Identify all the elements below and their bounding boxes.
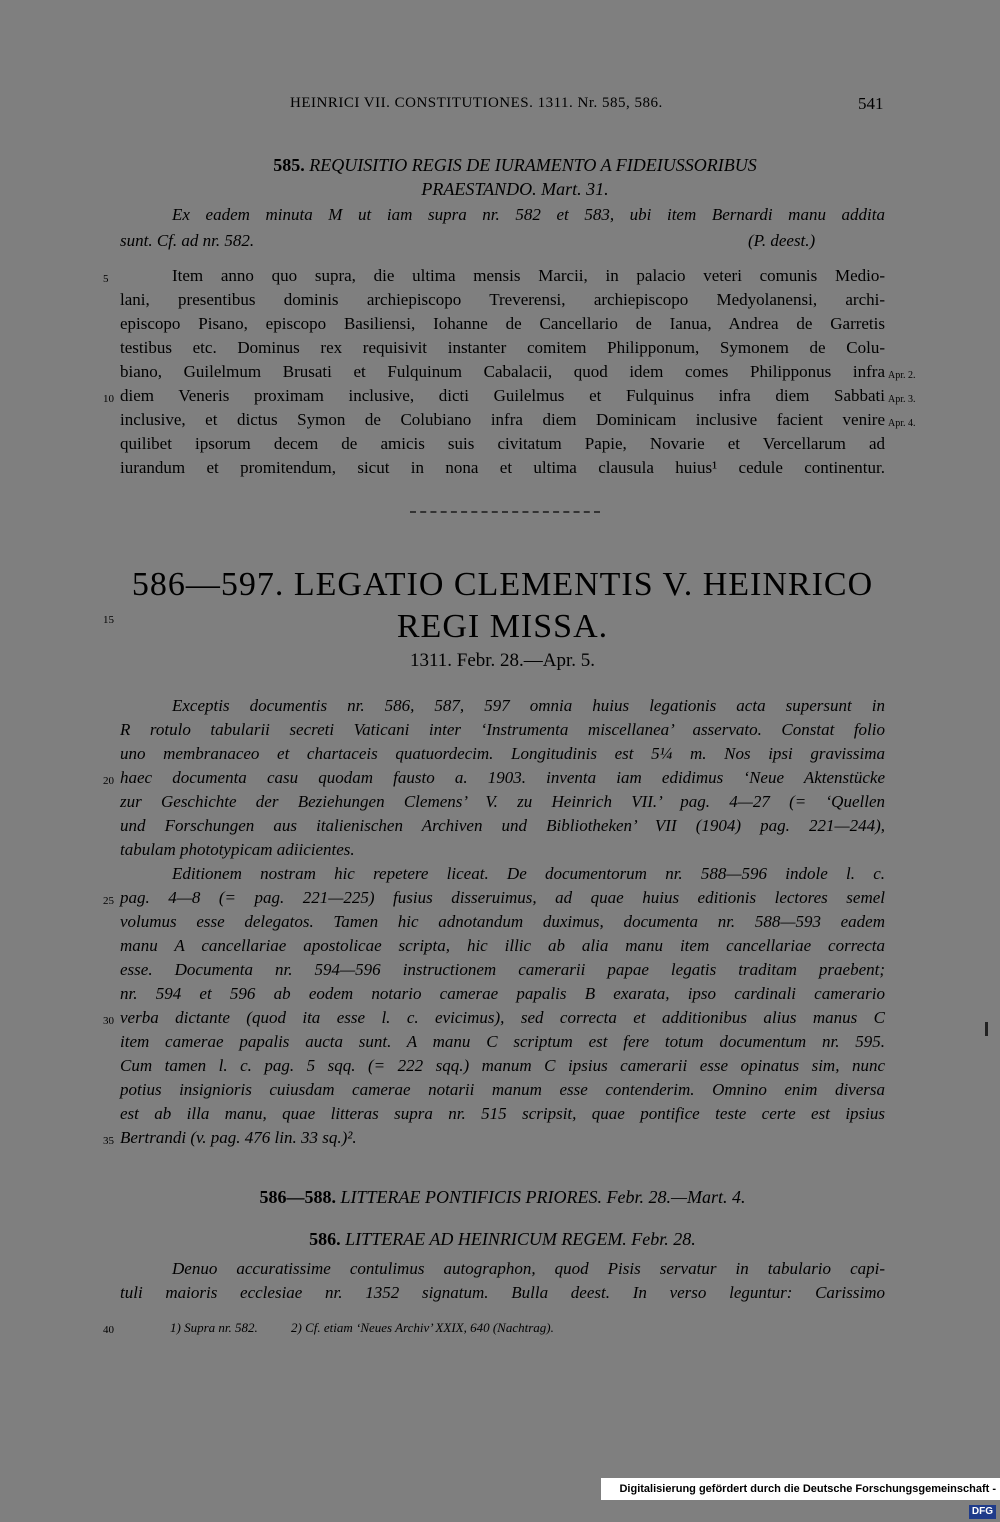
doc-585-body-line: iurandum et promitendum, sicut in nona et ultima clausula huius¹ cedule continentur. <box>120 458 885 477</box>
doc-586-body-line: Denuo accuratissime contulimus autographon, quod Pisis servatur in tabulario capi- <box>172 1259 885 1278</box>
funding-credit <box>601 1478 1000 1517</box>
legatio-intro-line: tabulam phototypicam adiicientes. <box>120 840 355 859</box>
legatio-intro-line: Cum tamen l. c. pag. 5 sqq. (= 222 sqq.) manum C ipsius camerarii esse opinatus sim, nunc <box>120 1056 885 1075</box>
legatio-intro-line: zur Geschichte der Beziehungen Clemens’ V. zu Heinrich VII.’ pag. 4—27 (= ‘Quellen <box>120 792 885 811</box>
dfg-logo: DFG <box>969 1505 996 1519</box>
doc-586-heading-text: LITTERAE AD HEINRICUM REGEM. Febr. 28. <box>345 1229 696 1249</box>
page-number: 541 <box>858 94 884 113</box>
legatio-intro-line: item camerae papalis aucta sunt. A manu C scriptum est fere totum documentum nr. 595. <box>120 1032 885 1051</box>
doc-585-title-line1: REQUISITIO REGIS DE IURAMENTO A FIDEIUSSORIBUS <box>309 155 757 175</box>
line-number: 10 <box>103 393 114 405</box>
footnote-1: 1) Supra nr. 582. <box>170 1320 258 1335</box>
line-number: 15 <box>103 614 114 626</box>
legatio-intro-line: nr. 594 et 596 ab eodem notario camerae papalis B exarata, ipso cardinali camerario <box>120 984 885 1003</box>
legatio-title-line1: 586—597. LEGATIO CLEMENTIS V. HEINRICO <box>131 566 874 603</box>
doc-585-body-line: quilibet ipsorum decem de amicis suis civitatum Papie, Novarie et Vercellarum ad <box>120 434 885 453</box>
doc-585-body-line: lani, presentibus dominis archiepiscopo Treverensi, archiepiscopo Medyolanensi, archi- <box>120 290 885 309</box>
doc-585-source-line2b: (P. deest.) <box>748 231 816 250</box>
legatio-intro-line: potius insignioris cuiusdam camerae notarii manum esse contenderim. Omnino enim diversa <box>120 1080 885 1099</box>
doc-585-body-line: biano, Guilelmum Brusati et Fulquinum Cabalacii, quod idem comes Philipponus infra <box>120 362 885 381</box>
doc-585-source-line1: Ex eadem minuta M ut iam supra nr. 582 et 583, ubi item Bernardi manu addita <box>172 205 885 224</box>
line-number: 30 <box>103 1015 114 1027</box>
legatio-title-line2: REGI MISSA. <box>396 608 609 645</box>
doc-586-number: 586. <box>309 1229 341 1249</box>
legatio-intro-line: uno membranaceo et chartaceis quatuordecim. Longitudinis est 5¼ m. Nos ipsi gravissima <box>120 744 885 763</box>
line-number: 25 <box>103 895 114 907</box>
line-number: 35 <box>103 1135 114 1147</box>
footnote-2: 2) Cf. etiam ‘Neues Archiv’ XXIX, 640 (Nachtrag). <box>291 1320 554 1335</box>
legatio-intro-line: Bertrandi (v. pag. 476 lin. 33 sq.)². <box>120 1128 357 1147</box>
legatio-intro-line: Exceptis documentis nr. 586, 587, 597 omnia huius legationis acta supersunt in <box>172 696 885 715</box>
doc-585-body-line: diem Veneris proximam inclusive, dicti Guilelmus et Fulquinus infra diem Sabbati <box>120 386 885 405</box>
scan-mark <box>985 1022 988 1036</box>
doc-585-title-line2: PRAESTANDO. Mart. 31. <box>421 179 609 199</box>
doc-585-body-line: testibus etc. Dominus rex requisivit instanter comitem Philipponum, Symonem de Colu- <box>120 338 885 357</box>
doc-585-body-line: Item anno quo supra, die ultima mensis Marcii, in palacio veteri comunis Medio- <box>172 266 885 285</box>
legatio-intro-line: volumus esse delegatos. Tamen hic adnotandum duximus, documenta nr. 588—593 eadem <box>120 912 885 931</box>
line-number: 20 <box>103 775 114 787</box>
doc-586-body-line: tuli maioris ecclesiae nr. 1352 signatum. Bulla deest. In verso leguntur: Carissimo <box>120 1283 885 1302</box>
section-586-588-number: 586—588. <box>259 1187 336 1207</box>
section-586-588-heading <box>120 1187 885 1208</box>
legatio-date: 1311. Febr. 28.—Apr. 5. <box>409 650 596 671</box>
doc-585-title <box>175 153 855 201</box>
legatio-intro-line: esse. Documenta nr. 594—596 instructionem camerarii papae legatis traditam praebent; <box>120 960 885 979</box>
legatio-intro-line: verba dictante (quod ita esse l. c. evicimus), sed correcta et additionibus alius manus C <box>120 1008 885 1027</box>
legatio-intro-line: Editionem nostram hic repetere liceat. De documentorum nr. 588—596 indole l. c. <box>172 864 885 883</box>
line-number: 5 <box>103 273 109 285</box>
line-number: 40 <box>103 1324 114 1336</box>
footnotes <box>170 1320 584 1336</box>
legatio-intro-line: pag. 4—8 (= pag. 221—225) fusius disseruimus, ad quae huius editionis lectores semel <box>120 888 885 907</box>
legatio-intro-line: manu A cancellariae apostolicae scripta, hic illic ab alia manu item cancellariae correcta <box>120 936 885 955</box>
doc-585-body-line: episcopo Pisano, episcopo Basiliensi, Iohanne de Cancellario de Ianua, Andrea de Garretis <box>120 314 885 333</box>
doc-586-heading <box>120 1229 885 1250</box>
doc-585-source-line2a: sunt. Cf. ad nr. 582. <box>120 231 255 250</box>
section-586-588-heading-text: LITTERAE PONTIFICIS PRIORES. Febr. 28.—Mart. 4. <box>340 1187 746 1207</box>
margin-note: Apr. 2. <box>888 370 916 381</box>
funding-credit-text: Digitalisierung gefördert durch die Deutsche Forschungsgemeinschaft - <box>619 1483 996 1495</box>
legatio-intro-line: R rotulo tabularii secreti Vaticani inter ‘Instrumenta miscellanea’ asservato. Constat folio <box>120 720 885 739</box>
running-title: HEINRICI VII. CONSTITUTIONES. 1311. Nr. 585, 586. <box>290 95 663 111</box>
margin-note: Apr. 4. <box>888 418 916 429</box>
margin-note: Apr. 3. <box>888 394 916 405</box>
legatio-intro-line: und Forschungen aus italienischen Archiven und Bibliotheken’ VII (1904) pag. 221—244), <box>120 816 885 835</box>
doc-585-body-line: inclusive, et dictus Symon de Colubiano infra diem Dominicam inclusive facient venire <box>120 410 885 429</box>
legatio-intro-line: est ab illa manu, quae litteras supra nr. 515 scripsit, quae pontifice teste certe est ipsius <box>120 1104 885 1123</box>
legatio-intro-line: haec documenta casu quodam fausto a. 1903. inventa iam edidimus ‘Neue Aktenstücke <box>120 768 885 787</box>
section-divider <box>410 511 600 513</box>
doc-585-number: 585. <box>273 155 305 175</box>
